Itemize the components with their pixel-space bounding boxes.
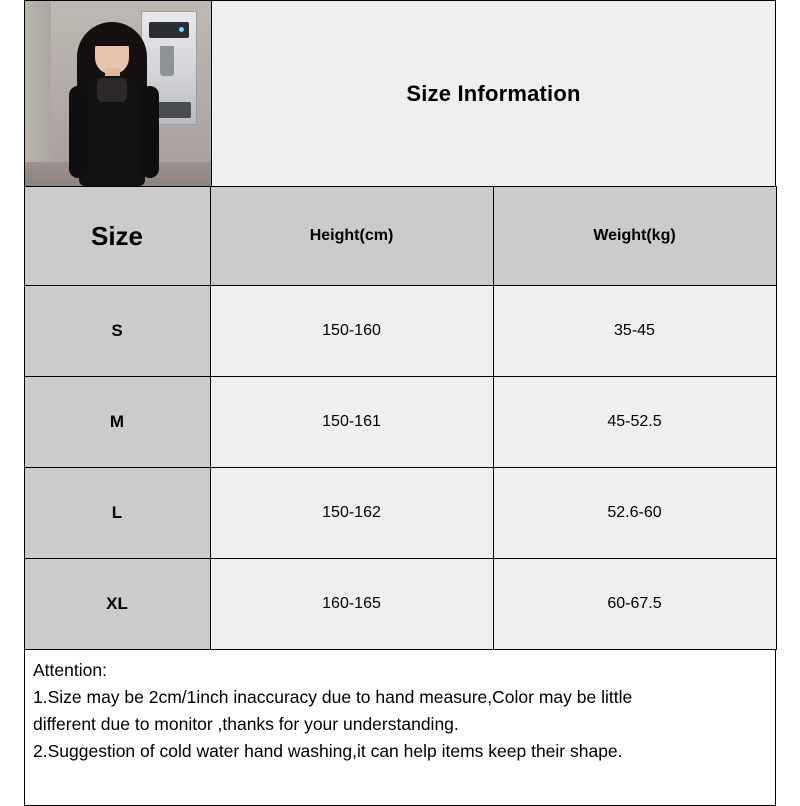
- model-left-arm: [69, 86, 87, 178]
- title-cell: [212, 1, 775, 186]
- size-table: [24, 186, 777, 650]
- table-row: [24, 559, 776, 650]
- cell-height: 150-161: [210, 377, 493, 468]
- column-header-height: Height(cm): [210, 187, 493, 286]
- model-fringe: [91, 26, 133, 46]
- cell-size: XL: [24, 559, 210, 650]
- wall-seam: [25, 1, 51, 186]
- model-figure: [59, 16, 167, 186]
- cell-height: 160-165: [210, 559, 493, 650]
- cell-weight: 35-45: [493, 286, 776, 377]
- attention-line-2: different due to monitor ,thanks for your understanding.: [33, 714, 459, 734]
- product-photo-cell: [25, 1, 212, 186]
- cell-size: L: [24, 468, 210, 559]
- product-photo-image: [25, 1, 211, 186]
- cell-height: 150-162: [210, 468, 493, 559]
- attention-box: [24, 650, 776, 806]
- table-header-row: [24, 187, 776, 286]
- cell-size: S: [24, 286, 210, 377]
- cell-weight: 52.6-60: [493, 468, 776, 559]
- table-row: [24, 468, 776, 559]
- cell-size: M: [24, 377, 210, 468]
- page-title: Size Information: [406, 80, 581, 106]
- model-lace-detail: [97, 78, 127, 102]
- header-row: [24, 0, 776, 186]
- column-header-weight: Weight(kg): [493, 187, 776, 286]
- attention-line-1: 1.Size may be 2cm/1inch inaccuracy due to hand measure,Color may be little: [33, 687, 633, 707]
- table-row: [24, 286, 776, 377]
- cell-height: 150-160: [210, 286, 493, 377]
- dispenser-indicator-dot: [179, 27, 184, 32]
- model-right-arm: [141, 86, 159, 178]
- column-header-size: Size: [24, 187, 210, 286]
- attention-heading: Attention:: [33, 660, 107, 680]
- attention-line-3: 2.Suggestion of cold water hand washing,it can help items keep their shape.: [33, 741, 623, 761]
- table-row: [24, 377, 776, 468]
- cell-weight: 45-52.5: [493, 377, 776, 468]
- cell-weight: 60-67.5: [493, 559, 776, 650]
